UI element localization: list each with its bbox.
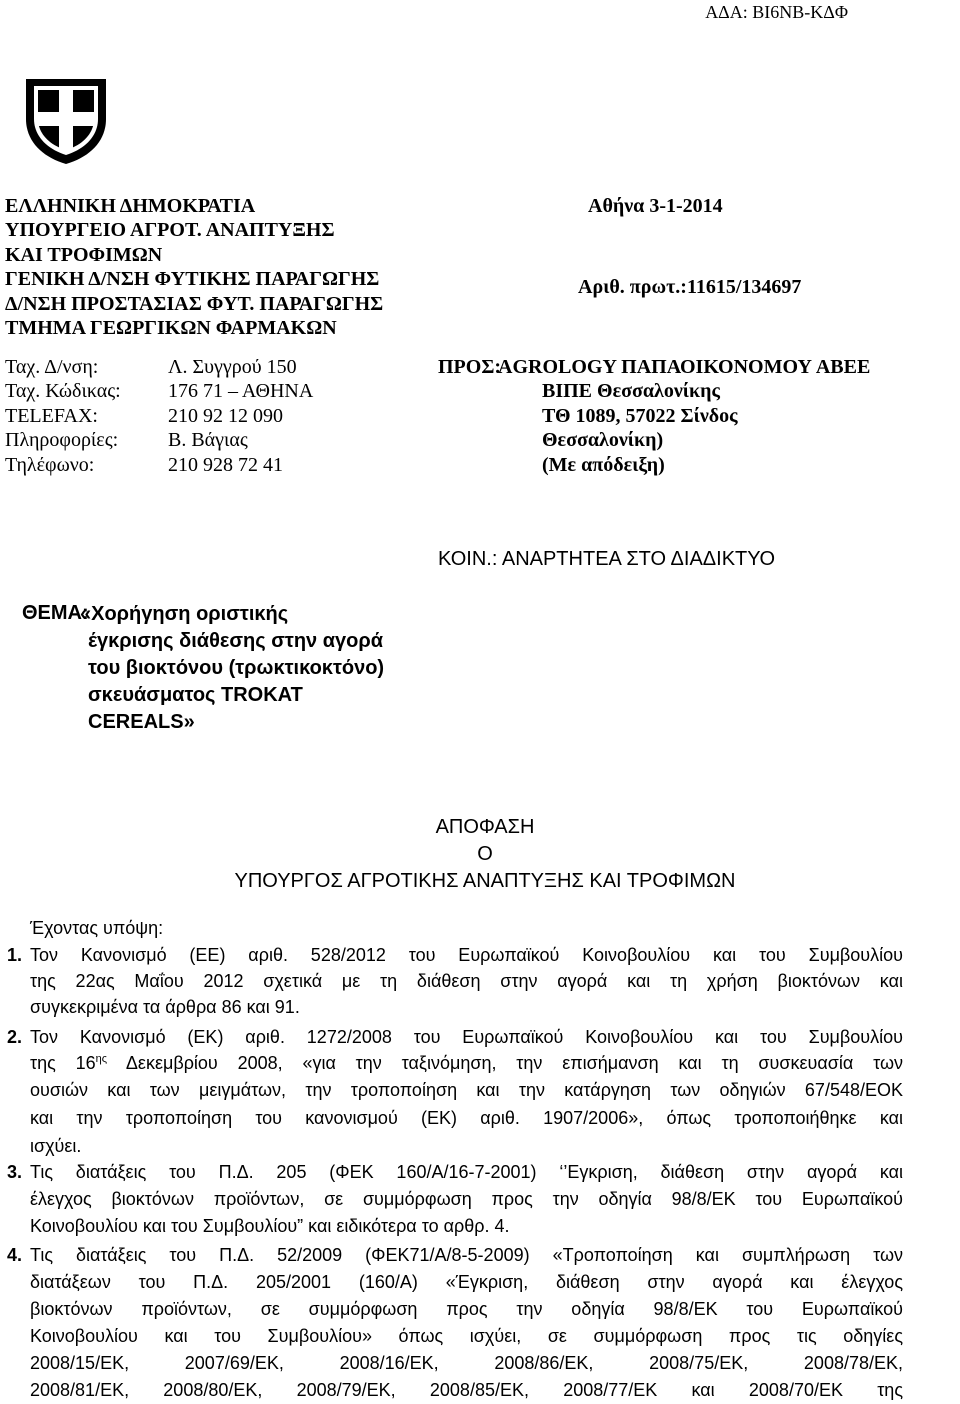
item-number: 2. xyxy=(7,1027,23,1047)
subject-line: έγκρισης διάθεσης στην αγορά xyxy=(88,630,384,652)
item-2-line xyxy=(30,1053,903,1074)
subject-line: σκευάσματος TROKAT xyxy=(88,684,303,706)
ada-reference: ΑΔΑ: ΒΙ6ΝΒ-ΚΔΦ xyxy=(705,2,848,22)
item-4-line: 2008/81/ΕΚ, 2008/80/ΕΚ, 2008/79/ΕΚ, 2008/85/ΕΚ, 2008/77/ΕΚ και 2008/70/ΕΚ της xyxy=(30,1380,903,1400)
recipient-line: AGROLOGY ΠΑΠΑΟΙΚΟΝΟΜΟΥ ΑΒΕΕ xyxy=(498,356,871,378)
item-3-line: Τις διατάξεις του Π.Δ. 205 (ΦΕΚ 160/Α/16-7-2001) ‘’Εγκριση, διάθεση στην αγορά και xyxy=(30,1162,903,1182)
subject-line: CEREALS» xyxy=(88,711,195,733)
item-3-line: Κοινοβουλίου και του Συμβουλίου” και ειδικότερα το αρθρ. 4. xyxy=(30,1216,510,1236)
recipient-line: (Με απόδειξη) xyxy=(542,453,665,476)
contact-value: Β. Βάγιας xyxy=(168,429,248,452)
item-2-line: ουσιών και των μειγμάτων, την τροποποίηση και την κατάργηση των οδηγιών 67/548/ΕΟΚ xyxy=(30,1080,903,1100)
item-2-line: Τον Κανονισμό (ΕΚ) αριθ. 1272/2008 του Ευρωπαϊκού Κοινοβουλίου και του Συμβουλίου xyxy=(30,1027,903,1047)
state-emblem-icon xyxy=(20,75,112,167)
issuer-line: ΥΠΟΥΡΓΕΙΟ ΑΓΡΟΤ. ΑΝΑΠΤΥΞΗΣ xyxy=(5,219,335,242)
contact-value: 176 71 – ΑΘΗΝΑ xyxy=(168,380,314,403)
item-1-line: της 22ας Μαΐου 2012 σχετικά με τη διάθεση στην αγορά και τη χρήση βιοκτόνων και xyxy=(30,971,903,991)
recipient-address xyxy=(498,355,870,477)
contact-label: TELEFAX: xyxy=(5,404,98,427)
item-number: 4. xyxy=(7,1245,23,1265)
subject-line: του βιοκτόνου (τρωκτικοκτόνο) xyxy=(88,657,385,679)
issuer-line: Δ/ΝΣΗ ΠΡΟΣΤΑΣΙΑΣ ΦΥΤ. ΠΑΡΑΓΩΓΗΣ xyxy=(5,292,384,315)
document-date: Αθήνα 3-1-2014 xyxy=(588,195,723,217)
recipient-line: Θεσσαλονίκη) xyxy=(542,429,664,452)
item-3-line: έλεγχος βιοκτόνων προϊόντων, σε συμμόρφωση προς την οδηγία 98/8/ΕΚ του Ευρωπαϊκού xyxy=(30,1189,903,1209)
decision-heading xyxy=(0,814,960,895)
protocol-number: Αριθ. πρωτ.:11615/134697 xyxy=(578,276,802,298)
contact-labels xyxy=(5,355,121,477)
koin-notice: ΚΟΙΝ.: ΑΝΑΡΤΗΤΕΑ ΣΤΟ ΔΙΑΔΙΚΤΥΟ xyxy=(438,548,776,570)
item-2-line: ισχύει. xyxy=(30,1136,82,1156)
item-4-line: 2008/15/ΕΚ, 2007/69/ΕΚ, 2008/16/ΕΚ, 2008/86/ΕΚ, 2008/75/ΕΚ, 2008/78/ΕΚ, xyxy=(30,1353,903,1373)
subject-label: ΘΕΜΑ: xyxy=(22,602,89,624)
subject-text xyxy=(80,601,384,736)
decision-article: Ο xyxy=(477,843,493,865)
issuer-line: ΓΕΝΙΚΗ Δ/ΝΣΗ ΦΥΤΙΚΗΣ ΠΑΡΑΓΩΓΗΣ xyxy=(5,268,380,291)
issuer-line: ΕΛΛΗΝΙΚΗ ΔΗΜΟΚΡΑΤΙΑ xyxy=(5,195,256,217)
considering-heading: Έχοντας υπόψη: xyxy=(30,918,164,938)
ordinal-suffix: ης xyxy=(95,1053,108,1065)
issuer-line: ΤΜΗΜΑ ΓΕΩΡΓΙΚΩΝ ΦΑΡΜΑΚΩΝ xyxy=(5,316,337,339)
contact-label: Ταχ. Δ/νση: xyxy=(5,356,99,378)
item-4-line: βιοκτόνων προϊόντων, σε συμμόρφωση προς την οδηγία 98/8/ΕΚ του Ευρωπαϊκού xyxy=(30,1299,903,1319)
item-4-line: διατάξεων του Π.Δ. 205/2001 (160/Α) «Έγκριση, διάθεση στην αγορά και έλεγχος xyxy=(30,1272,903,1292)
contact-label: Τηλέφωνο: xyxy=(5,453,95,476)
item-2-line: και την τροποποίηση του κανονισμού (ΕΚ) αριθ. 1907/2006», όπως τροποποιήθηκε και xyxy=(30,1108,903,1128)
recipient-line: ΒΙΠΕ Θεσσαλονίκης xyxy=(542,380,720,403)
issuer-header xyxy=(5,194,383,340)
item-2-line-start: της 16 xyxy=(30,1053,96,1073)
item-4-line: Κοινοβουλίου και του Συμβουλίου» όπως ισχύει, σε συμμόρφωση προς τις οδηγίες xyxy=(30,1326,903,1346)
item-1-line: συγκεκριμένα τα άρθρα 86 και 91. xyxy=(30,997,300,1017)
recipient-line: ΤΘ 1089, 57022 Σίνδος xyxy=(542,404,738,427)
contact-values xyxy=(168,355,313,477)
issuer-line: ΚΑΙ ΤΡΟΦΙΜΩΝ xyxy=(5,243,163,266)
decision-title: ΑΠΟΦΑΣΗ xyxy=(435,816,535,838)
item-4-line: Τις διατάξεις του Π.Δ. 52/2009 (ΦΕΚ71/Α/8-5-2009) «Τροποποίηση και συμπλήρωση των xyxy=(30,1245,903,1265)
contact-value: Λ. Συγγρού 150 xyxy=(168,356,297,378)
contact-value: 210 928 72 41 xyxy=(168,453,283,476)
contact-value: 210 92 12 090 xyxy=(168,404,283,427)
item-1-line: Τον Κανονισμό (ΕΕ) αριθ. 528/2012 του Ευρωπαϊκού Κοινοβουλίου και του Συμβουλίου xyxy=(30,945,903,965)
subject-line: «Χορήγηση οριστικής xyxy=(80,603,289,625)
recipient-label: ΠΡΟΣ: xyxy=(438,356,502,378)
decision-minister: ΥΠΟΥΡΓΟΣ ΑΓΡΟΤΙΚΗΣ ΑΝΑΠΤΥΞΗΣ ΚΑΙ ΤΡΟΦΙΜΩΝ xyxy=(234,870,736,892)
contact-label: Πληροφορίες: xyxy=(5,429,119,452)
contact-label: Ταχ. Κώδικας: xyxy=(5,380,121,403)
item-number: 1. xyxy=(7,945,23,965)
item-number: 3. xyxy=(7,1162,23,1182)
item-2-line-rest: Δεκεμβρίου 2008, «για την ταξινόμηση, την επισήμανση και τη συσκευασία των xyxy=(125,1053,903,1073)
